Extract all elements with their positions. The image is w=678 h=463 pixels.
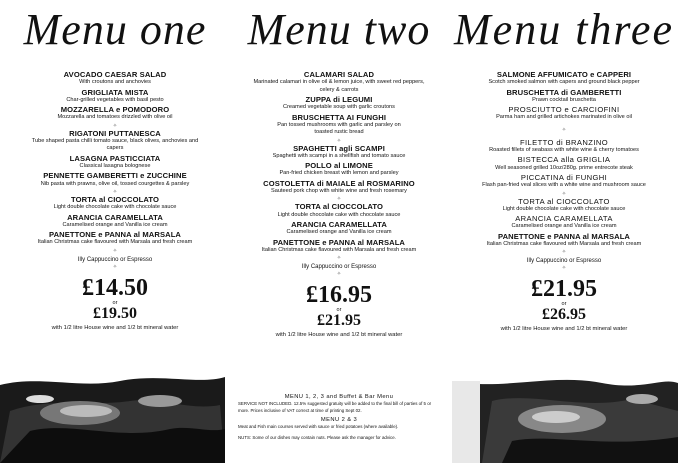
menu-price: £14.50 (82, 274, 148, 301)
menu-item (228, 220, 450, 237)
menu-price-with-wine: £19.50 (93, 304, 137, 322)
menu-item (228, 202, 450, 219)
menu-item (452, 214, 676, 231)
food-photo-left (0, 371, 225, 463)
food-photo-right (452, 371, 678, 463)
dish-name: SALMONE AFFUMICATO e CAPPERI (496, 70, 632, 79)
dish-name: BISTECCA alla GRIGLIA (517, 155, 611, 165)
dish-name: MOZZARELLA e POMODORO (60, 105, 170, 115)
menu-item (5, 105, 225, 122)
coffee-option: Illy Cappuccino or Espresso (526, 258, 602, 265)
dish-name: PICCATINA di FUNGHI (520, 173, 608, 183)
menu-item (452, 232, 676, 249)
dish-description: Classical lasagna bolognese (79, 163, 151, 170)
menu-item (5, 154, 225, 171)
wine-note: with 1/2 litre House wine and 1/2 bt mineral water (275, 332, 403, 339)
dish-description: Tube shaped pasta chilli tomato sauce, black olives, anchovies and capers (31, 138, 199, 152)
dish-description: Italian Christmas cake flavoured with Marsala and fresh cream (486, 241, 642, 248)
menu-item (228, 113, 450, 137)
dish-description: Italian Christmas cake flavoured with Marsala and fresh cream (37, 239, 193, 246)
menu-price-with-wine: £26.95 (542, 306, 586, 324)
menu-price: £16.95 (306, 282, 372, 309)
menu-item (452, 155, 676, 172)
dish-description: Caramelised orange and Vanilla ice cream (286, 229, 392, 236)
dish-description: Light double chocolate cake with chocolate sauce (502, 205, 626, 212)
dish-description: Char-grilled vegetables with basil pesto (66, 96, 164, 103)
dish-name: GRIGLIATA MISTA (81, 87, 149, 97)
footer-notes (238, 393, 440, 441)
menu-item (228, 95, 450, 112)
meat-note: Meat and Fish main courses served with sauce or fried potatoes (where available). (238, 424, 399, 430)
dish-name: ARANCIA CARAMELLATA (515, 214, 613, 224)
menu-item (5, 213, 225, 230)
dish-description: Light double chocolate cake with chocolate sauce (53, 204, 177, 211)
dish-name: PANETTONE e PANNA al MARSALA (48, 230, 182, 240)
menu-two-column (228, 0, 450, 339)
ornament-icon: ✧ (336, 271, 342, 278)
dish-description: Nib pasta with prawns, olive oil, tossed courgettes & parsley (40, 180, 190, 187)
coffee-option: Illy Cappuccino or Espresso (77, 256, 153, 263)
dish-name: TORTA al CIOCCOLATO (71, 195, 159, 205)
dish-name: PANETTONE e PANNA al MARSALA (272, 237, 406, 247)
menu-item (452, 88, 676, 105)
menu-item (452, 70, 676, 87)
ornament-icon: ✧ (561, 249, 567, 256)
dish-description: Italian Christmas cake flavoured with Marsala and fresh cream (261, 246, 417, 253)
dish-name: ARANCIA CARAMELLATA (67, 212, 163, 222)
dish-description: Flash pan-fried veal slices with a white wine and mushroom sauce (482, 182, 646, 189)
dish-name: PENNETTE GAMBERETTI e ZUCCHINE (43, 171, 187, 181)
dish-description: Light double chocolate cake with chocolate sauce (277, 211, 401, 218)
dish-name: TORTA al CIOCCOLATO (518, 196, 610, 206)
dish-description: Pan-fried chicken breast with lemon and parsley (279, 170, 399, 177)
menu-one-column (5, 0, 225, 332)
menu-item (228, 161, 450, 178)
menu-item (452, 105, 676, 122)
menu-item (452, 197, 676, 214)
dish-name: CALAMARI SALAD (303, 70, 375, 79)
dish-description: With croutons and anchovies (79, 79, 151, 86)
ornament-icon: ✧ (336, 196, 342, 203)
menu-item (228, 179, 450, 196)
menu-item (5, 70, 225, 87)
dish-description: Marinated calamari in olive oil & lemon juice, with sweet red peppers, celery & carrots (253, 79, 425, 93)
menu-item (452, 138, 676, 155)
dish-description: Scotch smoked salmon with capers and ground black pepper (488, 79, 640, 86)
ornament-icon: ✧ (112, 122, 118, 129)
dish-description: Well seasoned grilled 10oz/280g. prime entrecote steak (495, 164, 633, 171)
menu-item (452, 173, 676, 190)
dish-name: PANETTONE e PANNA al MARSALA (497, 231, 631, 241)
dish-description: Creamed vegetable soup with garlic croutons (283, 104, 395, 111)
nuts-note: NUTS: Some of our dishes may contain nuts. Please ask the manager for advice. (238, 434, 396, 440)
dish-description: Caramelised orange and Vanilla ice cream (62, 221, 168, 228)
dish-description: Spaghetti with scampi in a shellfish and tomato sauce (272, 152, 406, 159)
dish-description: Mozzarella and tomatoes drizzled with olive oil (57, 114, 173, 121)
dish-name: RIGATONI PUTTANESCA (69, 128, 161, 138)
dish-name: FILETTO di BRANZINO (519, 137, 609, 147)
menu-item (228, 70, 450, 94)
menu-three-column (452, 0, 676, 333)
dish-name: AVOCADO CAESAR SALAD (63, 70, 167, 79)
wine-note: with 1/2 litre House wine and 1/2 bt mineral water (500, 326, 628, 333)
ornament-icon: ✧ (112, 247, 118, 254)
dish-name: COSTOLETTA di MAIALE al ROSMARINO (263, 178, 415, 188)
dish-name: LASAGNA PASTICCIATA (69, 153, 161, 163)
ornament-icon: ✧ (561, 265, 567, 272)
dish-name: BRUSCHETTA AI FUNGHI (291, 112, 387, 122)
dish-description: Pan tossed mushrooms with garlic and parsley on toasted rustic bread (277, 121, 401, 136)
menu-item (5, 129, 225, 153)
wine-note: with 1/2 litre House wine and 1/2 bt mineral water (51, 324, 179, 331)
menu-item (5, 230, 225, 247)
footer-heading: MENU 1, 2, 3 and Buffet & Bar Menu (284, 394, 394, 400)
menu-title: Menu two (247, 5, 431, 54)
menu-title: Menu one (23, 5, 207, 54)
dish-description: Caramelised orange and Vanilla ice cream (511, 223, 617, 230)
ornament-icon: ✧ (112, 189, 118, 196)
coffee-option: Illy Cappuccino or Espresso (301, 264, 377, 271)
dish-name: ZUPPA di LEGUMI (305, 95, 373, 105)
menu-item (5, 171, 225, 188)
menu-item (228, 144, 450, 161)
ornament-icon: ✧ (561, 190, 567, 197)
dish-description: Sauteed pork chop with white wine and fresh rosemary (271, 188, 407, 195)
ornament-icon: ✧ (336, 255, 342, 262)
or-text: or (336, 307, 342, 314)
footer-subheading: MENU 2 & 3 (320, 417, 358, 424)
dish-description: Prawn cocktail bruschetta (532, 96, 596, 103)
dish-name: BRUSCHETTA di GAMBERETTI (506, 87, 622, 97)
dish-name: ARANCIA CARAMELLATA (291, 220, 387, 230)
menu-item (228, 238, 450, 255)
ornament-icon: ✧ (112, 263, 118, 270)
dish-description: Roasted fillets of seabass with white wine & cherry tomatoes (489, 147, 639, 154)
or-text: or (561, 301, 567, 308)
dish-name: TORTA al CIOCCOLATO (295, 202, 383, 212)
service-note: SERVICE NOT INCLUDED. 12.5% suggested gratuity will be added to the final bill of parties of 5 or more. Prices inclusive of VAT correct at time of printing Sept 02. (238, 401, 432, 413)
menu-item (5, 88, 225, 105)
dish-name: SPAGHETTI agli SCAMPI (293, 143, 385, 153)
menu-price-with-wine: £21.95 (317, 312, 361, 330)
menu-item (5, 195, 225, 212)
dish-description: Parma ham and grilled artichokes marinated in olive oil (496, 114, 632, 121)
or-text: or (112, 299, 118, 306)
menu-price: £21.95 (531, 276, 597, 303)
dish-name: POLLO al LIMONE (305, 161, 373, 171)
menu-title: Menu three (454, 5, 674, 54)
ornament-icon: ✧ (336, 137, 342, 144)
ornament-icon: ✧ (561, 126, 567, 133)
dish-name: PROSCIUTTO e CARCIOFINI (508, 105, 620, 115)
